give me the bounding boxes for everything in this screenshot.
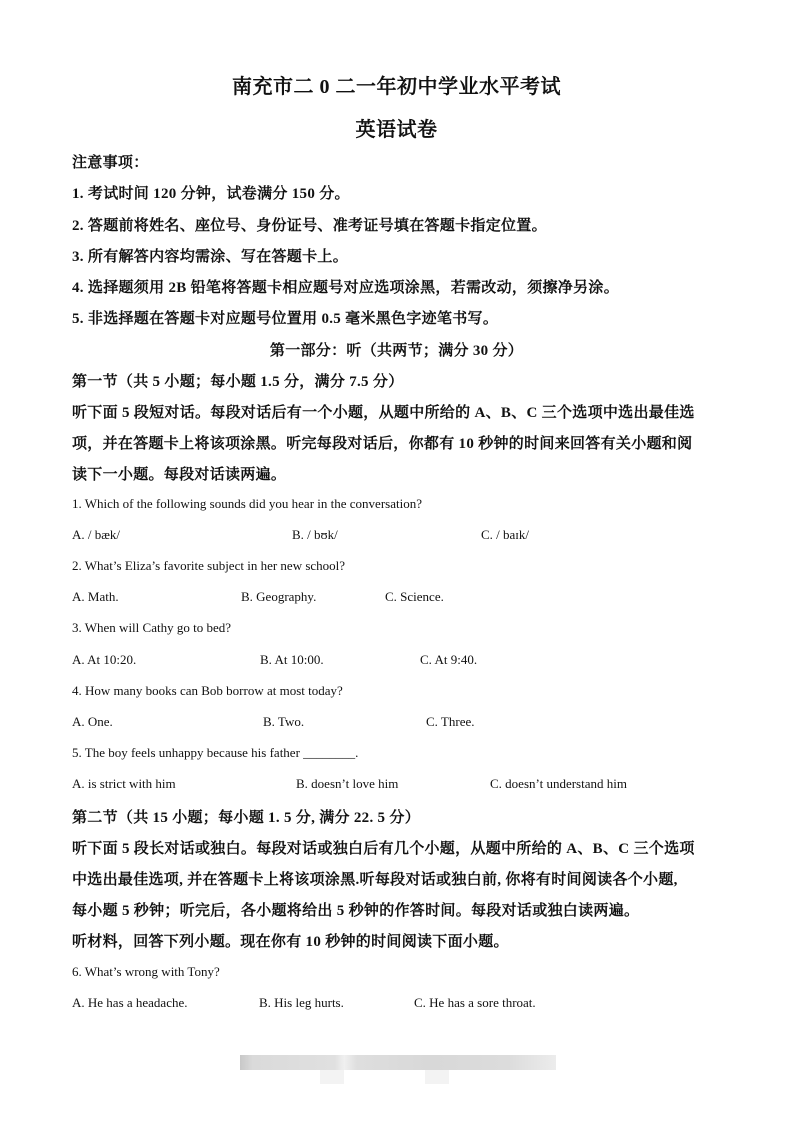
q4-option-a: A. One. [72,714,113,729]
q1-option-a: A. / bæk/ [72,527,121,542]
q2-option-a: A. Math. [72,589,119,604]
q3-option-c: C. At 9:40. [420,652,478,667]
notice-item: 1. 考试时间 120 分钟，试卷满分 150 分。 [72,186,350,202]
material-note: 听材料，回答下列小题。现在你有 10 秒钟的时间阅读下面小题。 [72,934,509,950]
notice-item: 3. 所有解答内容均需涂、写在答题卡上。 [72,249,349,265]
question-5: 5. The boy feels unhappy because his father ________. [72,745,359,760]
q6-option-c: C. He has a sore throat. [414,995,536,1010]
section1-heading: 第一节（共 5 小题；每小题 1.5 分，满分 7.5 分） [72,374,404,390]
section1-instruction: 读下一小题。每段对话读两遍。 [72,467,287,483]
q3-option-b: B. At 10:00. [260,652,324,667]
section2-instruction: 每小题 5 秒钟；听完后，各小题将给出 5 秒钟的作答时间。每段对话或独白读两遍。 [72,903,640,919]
section1-instruction: 项，并在答题卡上将该项涂黑。听完每段对话后，你都有 10 秒钟的时间来回答有关小题和阅 [72,436,693,452]
q5-option-b: B. doesn’t love him [296,776,399,791]
question-4: 4. How many books can Bob borrow at most today? [72,683,343,698]
blurred-footer-mark [425,1070,449,1084]
question-1: 1. Which of the following sounds did you hear in the conversation? [72,496,422,511]
part1-heading: 第一部分：听（共两节；满分 30 分） [269,343,524,359]
section1-instruction: 听下面 5 段短对话。每段对话后有一个小题，从题中所给的 A、B、C 三个选项中选出最佳选 [72,405,695,421]
question-6: 6. What’s wrong with Tony? [72,964,220,979]
question-3: 3. When will Cathy go to bed? [72,620,231,635]
q1-option-b: B. / bʊk/ [292,527,338,542]
q6-option-b: B. His leg hurts. [259,995,344,1010]
blurred-footer-mark [320,1070,344,1084]
q6-option-a: A. He has a headache. [72,995,188,1010]
blurred-footer-watermark [240,1055,556,1070]
notice-heading: 注意事项： [72,155,149,171]
q2-option-c: C. Science. [385,589,444,604]
q4-option-c: C. Three. [426,714,475,729]
q2-option-b: B. Geography. [241,589,317,604]
notice-item: 4. 选择题须用 2B 铅笔将答题卡相应题号对应选项涂黑，若需改动，须擦净另涂。 [72,280,620,296]
q5-option-a: A. is strict with him [72,776,176,791]
q5-option-c: C. doesn’t understand him [490,776,627,791]
exam-title: 南充市二 0 二一年初中学业水平考试 [232,76,561,98]
section2-instruction: 中选出最佳选项, 并在答题卡上将该项涂黑.听每段对话或独白前, 你将有时间阅读各个小题, [72,872,678,888]
q4-option-b: B. Two. [263,714,305,729]
notice-item: 2. 答题前将姓名、座位号、身份证号、准考证号填在答题卡指定位置。 [72,218,547,234]
question-2: 2. What’s Eliza’s favorite subject in her new school? [72,558,346,573]
q3-option-a: A. At 10:20. [72,652,137,667]
exam-subtitle: 英语试卷 [355,119,438,141]
section2-instruction: 听下面 5 段长对话或独白。每段对话或独白后有几个小题，从题中所给的 A、B、C 三个选项 [72,841,695,857]
notice-item: 5. 非选择题在答题卡对应题号位置用 0.5 毫米黑色字迹笔书写。 [72,311,499,327]
q1-option-c: C. / baɪk/ [481,527,530,542]
section2-heading: 第二节（共 15 小题；每小题 1. 5 分, 满分 22. 5 分） [72,810,421,826]
